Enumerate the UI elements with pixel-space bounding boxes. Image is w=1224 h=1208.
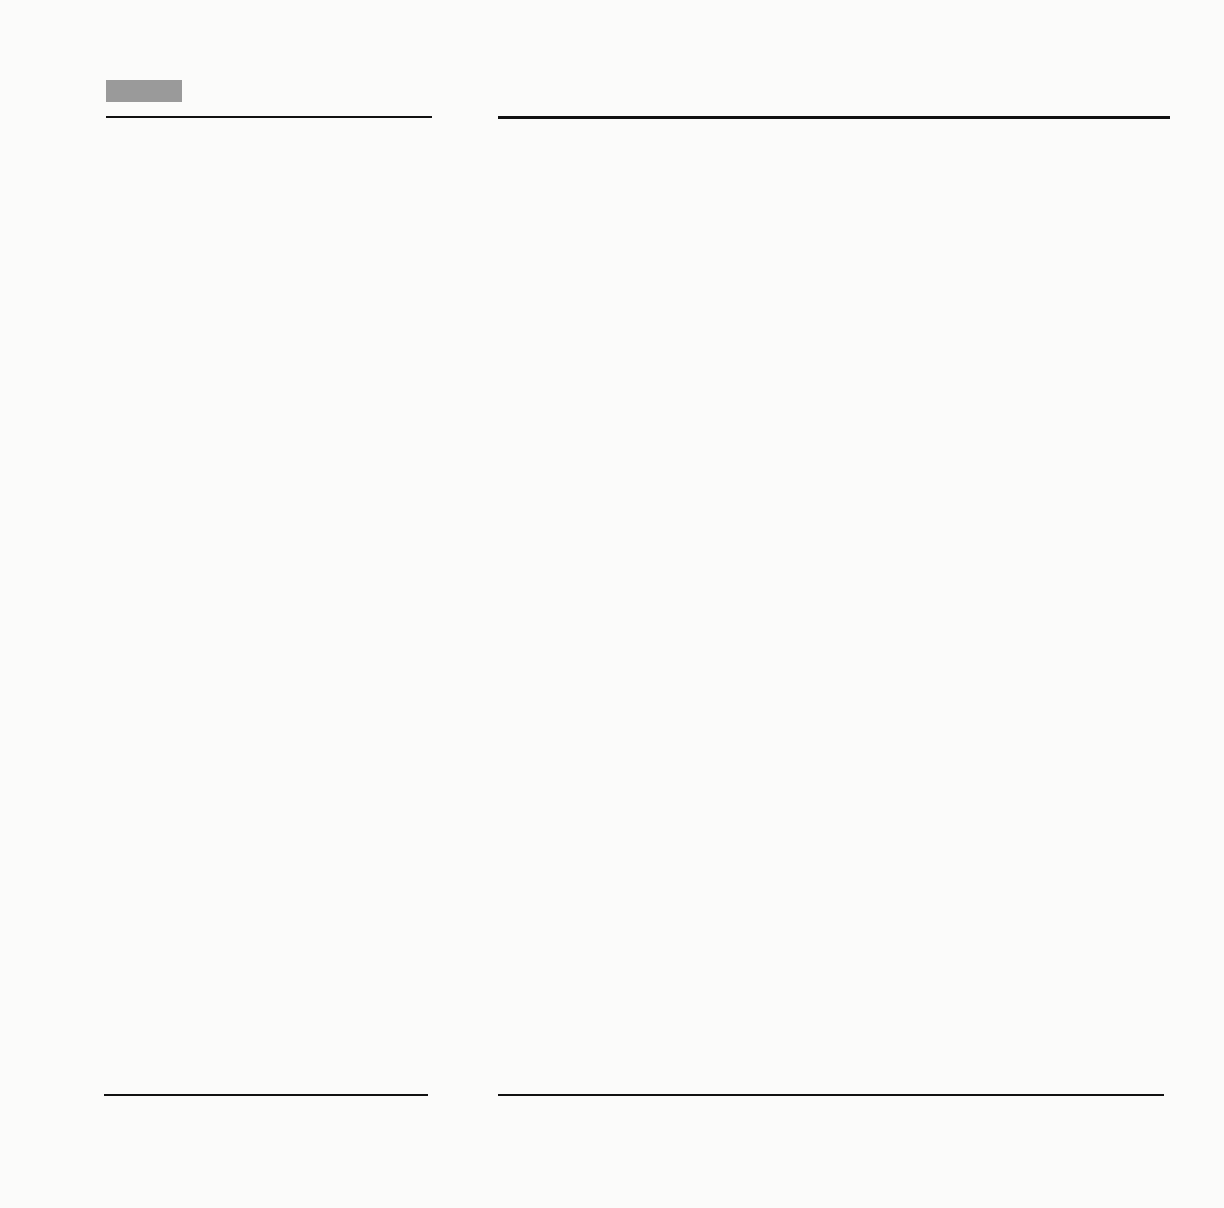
bottom-rule-right [498, 1094, 1164, 1096]
page-number [106, 80, 182, 102]
top-rule-left [106, 116, 432, 118]
top-rule-right [498, 116, 1170, 119]
page-header [0, 0, 1224, 130]
bottom-rule-left [104, 1094, 428, 1096]
